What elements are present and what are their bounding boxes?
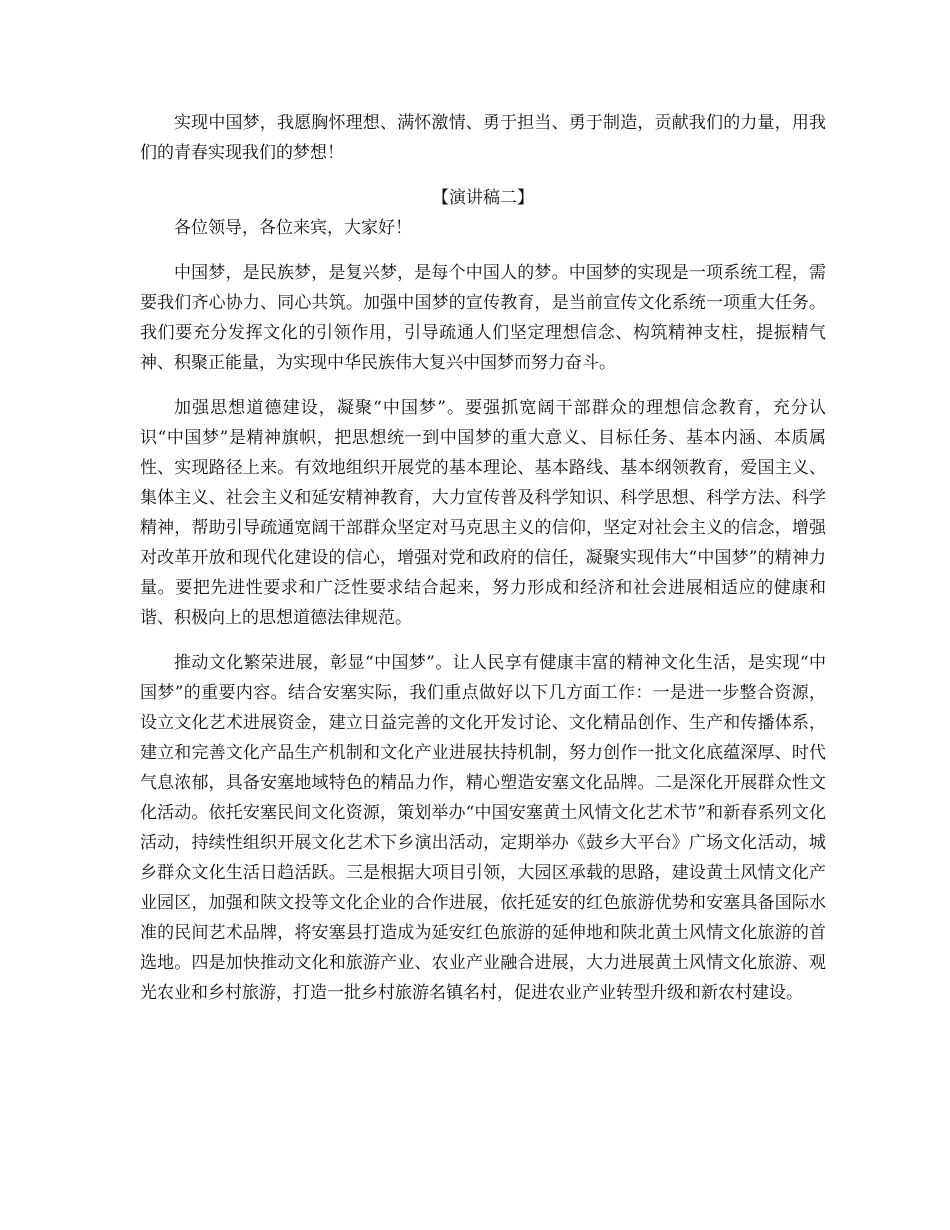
section-heading: 【演讲稿二】 xyxy=(432,188,534,208)
body-paragraph-3: 推动文化繁荣进展，彰显“中国梦”。让人民享有健康丰富的精神文化生活，是实现“中国梦”的重要内容。结合安塞实际，我们重点做好以下几方面工作：一是进一步整合资源，设立文化艺术进展资金，建立日益完善的文化开发讨论、文化精品创作、生产和传播体系，建立和完善文化产品生产机制和文化产业进展扶持机制，努力创作一批文化底蕴深厚、时代气息浓郁，具备安塞地域特色的精品力作，精心塑造安塞文化品牌。二是深化开展群众性文化活动。依托安塞民间文化资源，策划举办“中国安塞黄土风情文化艺术节”和新春系列文化活动，持续性组织开展文化艺术下乡演出活动，定期举办《鼓乡大平台》广场文化活动，城乡群众文化生活日趋活跃。三是根据大项目引领，大园区承载的思路，建设黄土风情文化产业园区，加强和陕文投等文化企业的合作进展，依托延安的红色旅游优势和安塞具备国际水准的民间艺术品牌，将安塞县打造成为延安红色旅游的延伸地和陕北黄土风情文化旅游的首选地。四是加快推动文化和旅游产业、农业产业融合进展，大力进展黄土风情文化旅游、观光农业和乡村旅游，打造一批乡村旅游名镇名村，促进农业产业转型升级和新农村建设。 xyxy=(140,653,826,1003)
body-paragraph-2: 加强思想道德建设，凝聚“中国梦”。要强抓宽阔干部群众的理想信念教育，充分认识“中国梦”是精神旗帜，把思想统一到中国梦的重大意义、目标任务、基本内涵、本质属性、实现路径上来。有效地组织开展党的基本理论、基本路线、基本纲领教育，爱国主义、集体主义、社会主义和延安精神教育，大力宣传普及科学知识、科学思想、科学方法、科学精神，帮助引导疏通宽阔干部群众坚定对马克思主义的信仰，坚定对社会主义的信念，增强对改革开放和现代化建设的信心，增强对党和政府的信任，凝聚实现伟大“中国梦”的精神力量。要把先进性要求和广泛性要求结合起来，努力形成和经济和社会进展相适应的健康和谐、积极向上的思想道德法律规范。 xyxy=(140,398,826,628)
body-paragraph-1: 中国梦，是民族梦，是复兴梦，是每个中国人的梦。中国梦的实现是一项系统工程，需要我们齐心协力、同心共筑。加强中国梦的宣传教育，是当前宣传文化系统一项重大任务。我们要充分发挥文化的引领作用，引导疏通人们坚定理想信念、构筑精神支柱，提振精气神、积聚正能量，为实现中华民族伟大复兴中国梦而努力奋斗。 xyxy=(140,263,826,373)
document-page xyxy=(140,108,826,1008)
greeting-line: 各位领导，各位来宾，大家好！ xyxy=(174,218,412,238)
intro-paragraph: 实现中国梦，我愿胸怀理想、满怀激情、勇于担当、勇于制造，贡献我们的力量，用我们的青春实现我们的梦想！ xyxy=(140,113,826,163)
